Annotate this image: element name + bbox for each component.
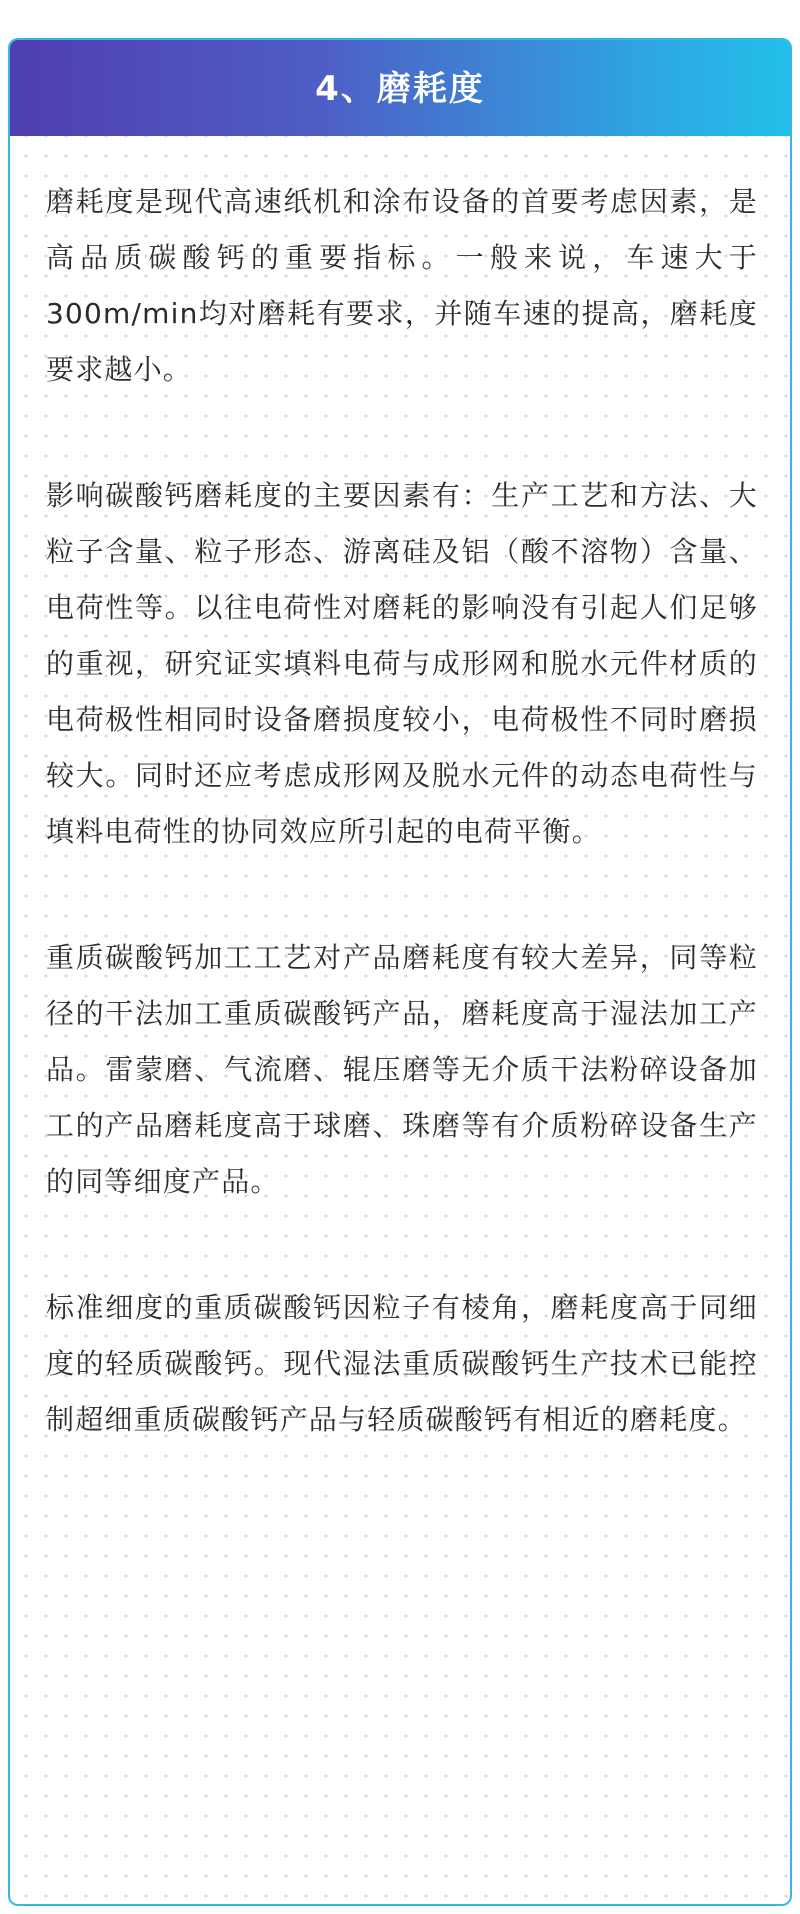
paragraph-influencing-factors: 影响碳酸钙磨耗度的主要因素有：生产工艺和方法、大粒子含量、粒子形态、游离硅及铝（酸不溶物）含量、电荷性等。以往电荷性对磨耗的影响没有引起人们足够的重视，研究证实填料电荷与成形网和脱水元件材质的电荷极性相同时设备磨损度较小，电荷极性不同时磨损较大。同时还应考虑成形网及脱水元件的动态电荷性与填料电荷性的协同效应所引起的电荷平衡。 xyxy=(46,479,758,848)
section-header xyxy=(10,40,790,136)
section-title: 4、磨耗度 xyxy=(315,68,485,109)
paragraph-processing-methods: 重质碳酸钙加工工艺对产品磨耗度有较大差异，同等粒径的干法加工重质碳酸钙产品，磨耗度高于湿法加工产品。雷蒙磨、气流磨、辊压磨等无介质干法粉碎设备加工的产品磨耗度高于球磨、珠磨等有介质粉碎设备生产的同等细度产品。 xyxy=(46,941,758,1198)
paragraph-abrasion-definition: 磨耗度是现代高速纸机和涂布设备的首要考虑因素，是高品质碳酸钙的重要指标。一般来说，车速大于300m/min均对磨耗有要求，并随车速的提高，磨耗度要求越小。 xyxy=(46,185,758,386)
paragraph-standard-fineness: 标准细度的重质碳酸钙因粒子有棱角，磨耗度高于同细度的轻质碳酸钙。现代湿法重质碳酸钙生产技术已能控制超细重质碳酸钙产品与轻质碳酸钙有相近的磨耗度。 xyxy=(46,1291,758,1436)
article-body xyxy=(46,174,758,1448)
article-card xyxy=(8,38,792,1906)
